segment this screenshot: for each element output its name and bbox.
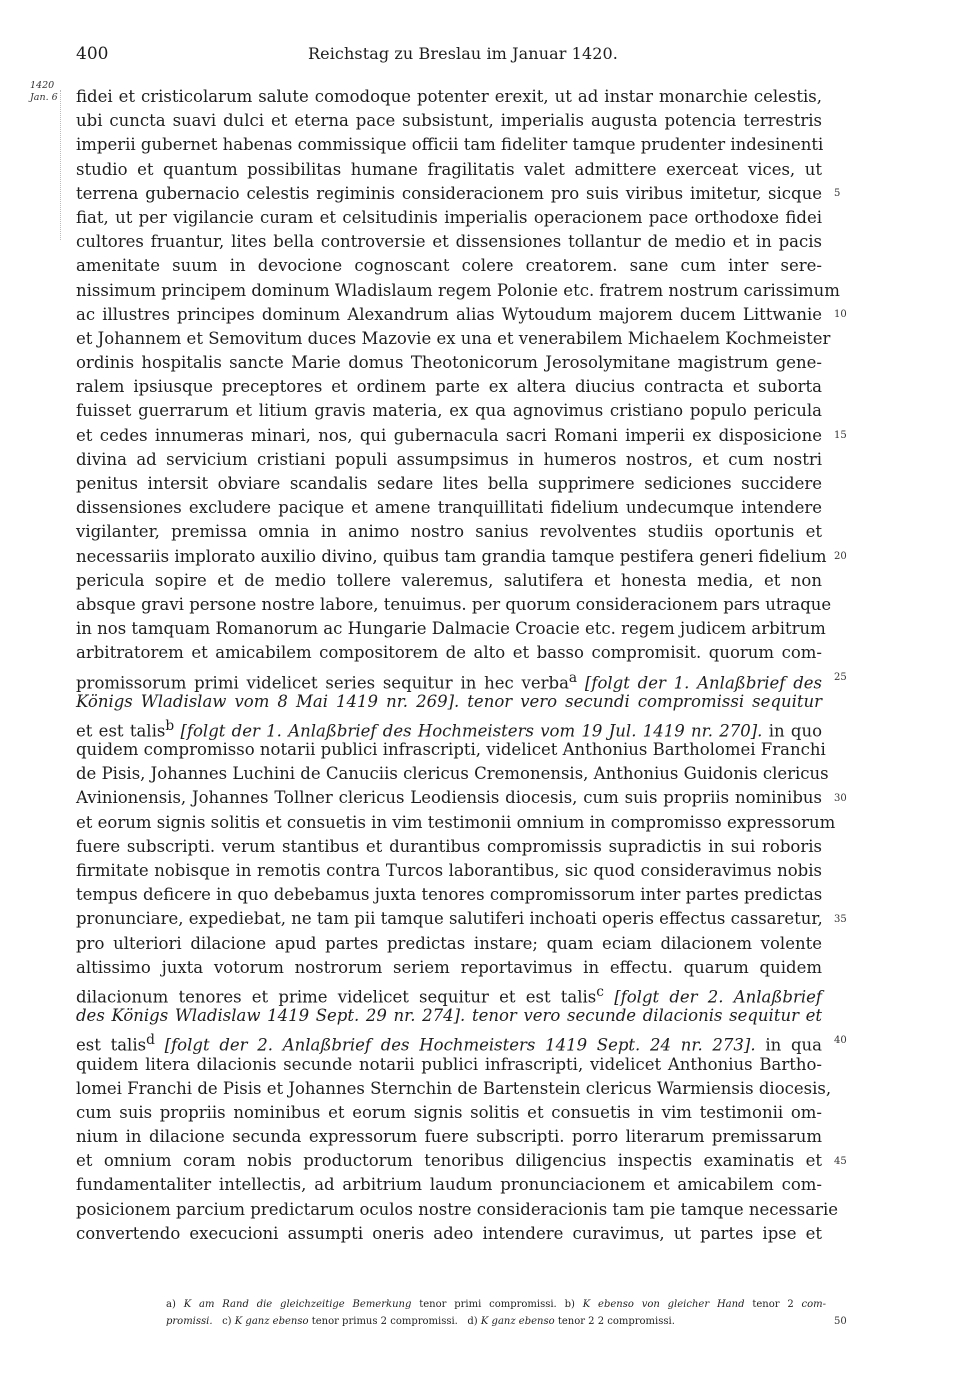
- text-line: absque gravi persone nostre labore, tenuimus. per quorum consideracionem pars utraque: [76, 594, 832, 614]
- footnote-marker-b: b: [165, 717, 175, 734]
- text-line: quidem litera dilacionis secunde notarii publici infrascripti, videlicet Anthonius Bartho-: [76, 1054, 822, 1074]
- text-line: divina ad servicium cristiani populi assumpsimus in humeros nostros, et cum nostri: [76, 449, 822, 469]
- editorial-reference: [folgt der 2. Anlaßbrief: [614, 987, 823, 1007]
- text-line: vigilanter, premissa omnia in animo nostro sanius revolventes studiis oportunis et: [76, 522, 822, 542]
- text-line: pericula sopire et de medio tollere valeremus, salutifera et honesta media, et non: [76, 570, 822, 590]
- text-segment: dilacionum tenores et prime videlicet sequitur et est talis: [76, 987, 597, 1007]
- footnote-italic: promissi.: [166, 1316, 213, 1327]
- text-line: [76, 1004, 822, 1028]
- text-segment: et est talis: [76, 721, 166, 741]
- text-line: [76, 690, 822, 714]
- text-line: ubi cuncta suavi dulci et eterna pace subsistunt, imperialis augusta potencia terrestris: [76, 111, 822, 131]
- running-title: Reichstag zu Breslau im Januar 1420.: [308, 44, 618, 63]
- footnote-text: tenor 2 2 compromissi.: [557, 1316, 675, 1327]
- text-line-with-ref-c: [76, 980, 823, 1007]
- text-line: firmitate nobisque in remotis contra Turcos laborantibus, sic quod consideravimus nobis: [76, 861, 822, 880]
- footnote-label: c): [222, 1316, 232, 1327]
- footnote-text: tenor primus 2 compromissi.: [311, 1316, 458, 1327]
- line-number: 30: [834, 792, 847, 804]
- footnote-italic: K ganz ebenso: [480, 1316, 555, 1327]
- line-number: 10: [834, 308, 847, 320]
- text-line: quidem compromisso notarii publici infrascripti, videlicet Anthonius Bartholomei Franchi: [76, 740, 826, 760]
- text-line: nissimum principem dominum Wladislaum regem Polonie etc. fratrem nostrum carissimum: [76, 280, 840, 300]
- margin-bracket: [60, 90, 69, 240]
- text-line: pronunciare, expediebat, ne tam pii tamque salutiferi inchoati operis effectus cassaretur,: [76, 909, 823, 929]
- text-line: tempus deficere in quo debebamus juxta tenores compromissorum inter partes predictas: [76, 885, 823, 905]
- line-number: 15: [834, 429, 847, 441]
- text-line: amenitate suum in devocione cognoscant colere creatorem. sane cum inter sere-: [76, 256, 822, 276]
- text-line: necessariis implorato auxilio divino, quibus tam grandia tamque pestifera generi fidelium: [76, 546, 827, 566]
- text-segment: est talis: [76, 1035, 147, 1055]
- footnote-label: b): [564, 1299, 575, 1310]
- text-line: ralem ipsiusque preceptores et ordinem parte ex altera diucius contracta et suborta: [76, 377, 822, 397]
- text-line: ac illustres principes dominum Alexandrum alias Wytoudum majorem ducem Littwanie: [76, 304, 822, 324]
- text-line: convertendo execucioni assumpti oneris adeo intendere curavimus, ut partes ipse et: [76, 1223, 822, 1243]
- footnote-line: [166, 1313, 826, 1330]
- text-line: posicionem parcium predictarum oculos nostre consideracionis tam pie tamque necessarie: [76, 1199, 839, 1219]
- footnote-text: tenor primi compromissi.: [419, 1299, 557, 1310]
- editorial-reference: [folgt der 1. Anlaßbrief des Hochmeisters vom 19 Jul. 1419 nr. 270].: [180, 721, 763, 741]
- line-number: 35: [834, 913, 847, 925]
- line-number: 50: [834, 1316, 847, 1327]
- text-line: arbitratorem et amicabilem compositorem de alto et basso compromisit. quorum com-: [76, 643, 822, 663]
- text-line: fundamentaliter intellectis, ad arbitrium laudum pronunciacionem et amicabilem com-: [76, 1175, 822, 1195]
- text-line: de Pisis, Johannes Luchini de Canuciis clericus Cremonensis, Anthonius Guidonis clericus: [76, 764, 829, 784]
- line-number: 45: [834, 1155, 847, 1167]
- text-line: terrena gubernacio celestis regiminis consideracionem pro suis viribus imitetur, sicque: [76, 183, 822, 203]
- text-line: imperii gubernet habenas commissique officii tam fideliter tamque prudenter indesinenti: [76, 135, 824, 155]
- text-segment: promissorum primi videlicet series sequitur in hec verba: [76, 673, 569, 692]
- page-number: 400: [76, 44, 109, 64]
- page-header: [76, 44, 824, 68]
- text-line: in nos tamquam Romanorum ac Hungarie Dalmacie Croacie etc. regem judicem arbitrum: [76, 619, 826, 639]
- text-segment: des Königs Wladislaw 1419 Sept. 29 nr. 274]. tenor vero secunde dilacionis sequitur et: [76, 1006, 822, 1026]
- footnote-italic: K ebenso von gleicher Hand: [582, 1299, 745, 1310]
- footnote-italic: K am Rand die gleichzeitige Bemerkung: [183, 1299, 412, 1310]
- footnote-label: d): [467, 1316, 478, 1327]
- text-line: ordinis hospitalis sancte Marie domus Theotonicorum Jerosolymitane magistrum gene-: [76, 353, 822, 373]
- margin-date-note: [30, 80, 58, 104]
- footnote-italic: K ganz ebenso: [234, 1316, 309, 1327]
- footnotes: [166, 1296, 826, 1330]
- text-line: et eorum signis solitis et consuetis in vim testimonii omnium in compromisso expressorum: [76, 812, 836, 832]
- margin-year: 1420: [30, 80, 55, 91]
- text-line: penitus intersit obviare scandalis sedare lites bella supprimere sediciones succidere: [76, 474, 822, 493]
- line-number: 5: [834, 187, 841, 199]
- text-line: pro ulteriori dilacione apud partes predictas instare; quam eciam dilacionem volente: [76, 933, 822, 953]
- text-line: fuere subscripti. verum stantibus et durantibus compromissis supradictis in sui roboris: [76, 836, 822, 856]
- text-line: fidei et cristicolarum salute comodoque potenter erexit, ut ad instar monarchie celestis,: [76, 87, 822, 106]
- text-line-with-ref-d: [76, 1028, 823, 1055]
- text-line-with-ref-b: [76, 714, 823, 741]
- text-line: fuisset guerrarum et litium gravis materia, ex qua agnovimus cristiano populo pericula: [76, 401, 822, 421]
- line-number: 20: [834, 550, 847, 562]
- text-segment: in quo: [768, 721, 823, 741]
- text-line: fiat, ut per vigilancie curam et celsitudinis imperialis operacionem pace orthodoxe fidei: [76, 207, 822, 227]
- text-line: et Johannem et Semovitum duces Mazovie ex una et venerabilem Michaelem Kochmeister: [76, 328, 831, 348]
- text-line: cum suis propriis nominibus et eorum signis solitis et consuetis in vim testimonii om-: [76, 1102, 822, 1122]
- text-line: nium in dilacione secunda expressorum fuere subscripti. porro literarum premissarum: [76, 1127, 822, 1147]
- text-line: lomei Franchi de Pisis et Johannes Sternchin de Bartenstein clericus Warmiensis diocesis,: [76, 1078, 832, 1098]
- text-line-with-ref-a: [76, 666, 822, 690]
- editorial-reference: [folgt der 1. Anlaßbrief des: [584, 673, 822, 692]
- text-line: et omnium coram nobis productorum tenoribus diligencius inspectis examinatis et: [76, 1151, 822, 1171]
- text-segment: Königs Wladislaw vom 8 Mai 1419 nr. 269]. tenor vero secundi compromissi sequitur: [76, 691, 822, 711]
- footnote-marker-d: d: [146, 1032, 155, 1049]
- text-line: et cedes innumeras minari, nos, qui gubernacula sacri Romani imperii ex disposicione: [76, 425, 822, 445]
- footnote-line: [166, 1296, 826, 1313]
- line-number: 40: [834, 1034, 847, 1046]
- text-line: altissimo juxta votorum nostrorum seriem reportavimus in effectu. quarum quidem: [76, 957, 822, 977]
- text-line: studio et quantum possibilitas humane fragilitatis valet admittere exerceat vices, ut: [76, 159, 822, 179]
- text-segment: in qua: [765, 1035, 823, 1055]
- footnote-label: a): [166, 1299, 176, 1310]
- text-line: cultores fruantur, lites bella controversie et dissensiones tollantur de medio et in pacis: [76, 232, 822, 252]
- line-number: 25: [834, 671, 847, 683]
- margin-month: Jan. 6: [30, 92, 58, 103]
- footnote-marker-a: a: [568, 669, 578, 686]
- footnote-italic: com-: [801, 1299, 827, 1310]
- editorial-reference: [folgt der 2. Anlaßbrief des Hochmeisters 1419 Sept. 24 nr. 273].: [164, 1035, 756, 1055]
- text-line: Avinionensis, Johannes Tollner clericus Leodiensis diocesis, cum suis propriis nominibus: [76, 788, 822, 808]
- text-line: dissensiones excludere pacique et amene tranquillitati fidelium undecumque intendere: [76, 498, 822, 518]
- footnote-marker-c: c: [596, 983, 604, 1000]
- body-text: [76, 85, 840, 1246]
- footnote-text: tenor 2: [752, 1299, 794, 1310]
